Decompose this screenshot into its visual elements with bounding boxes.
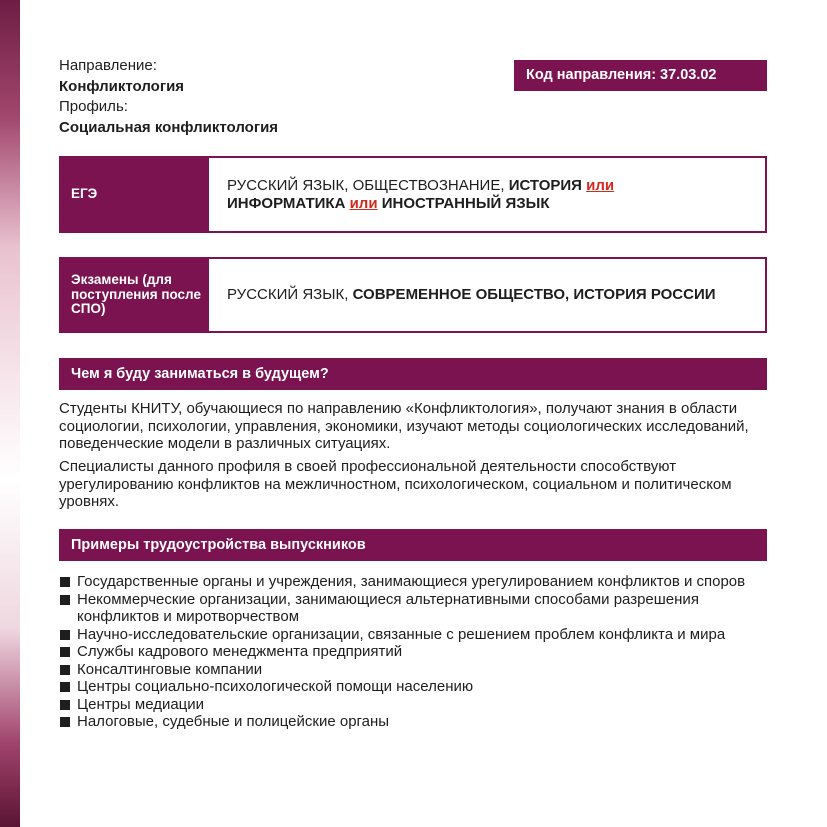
bullet-square-icon xyxy=(60,717,70,727)
employment-list xyxy=(59,573,767,731)
direction-code-badge: Код направления: 37.03.02 xyxy=(514,60,767,91)
ege-subjects-plain: РУССКИЙ ЯЗЫК, ОБЩЕСТВОЗНАНИЕ, xyxy=(227,176,509,194)
ege-requirements-box xyxy=(59,156,767,233)
list-item: Консалтинговые компании xyxy=(59,661,767,679)
bullet-square-icon xyxy=(60,682,70,692)
list-item: Центры социально-психологической помощи населению xyxy=(59,678,767,696)
bullet-square-icon xyxy=(60,647,70,657)
list-item: Государственные органы и учреждения, занимающиеся урегулированием конфликтов и споров xyxy=(59,573,767,591)
list-item: Научно-исследовательские организации, связанные с решением проблем конфликта и мира xyxy=(59,626,767,644)
future-section-title: Чем я буду заниматься в будущем? xyxy=(59,358,767,390)
direction-label: Направление: xyxy=(59,57,157,74)
employment-section-title: Примеры трудоустройства выпускников xyxy=(59,529,767,561)
ege-subject-informatics: ИНФОРМАТИКА xyxy=(227,194,346,212)
spo-subjects xyxy=(209,259,765,331)
list-item: Службы кадрового менеджмента предприятий xyxy=(59,643,767,661)
direction-value: Конфликтология xyxy=(59,77,185,95)
ege-or-word: или xyxy=(586,176,615,194)
spo-subjects-bold: СОВРЕМЕННОЕ ОБЩЕСТВО, ИСТОРИЯ РОССИИ xyxy=(352,286,716,303)
ege-subject-history: ИСТОРИЯ xyxy=(508,176,582,194)
bullet-square-icon xyxy=(60,595,70,605)
bullet-square-icon xyxy=(60,700,70,710)
future-paragraph: Специалисты данного профиля в своей профессиональной деятельности способствуют урегулированию конфликтов на межличностном, психологическом, социальном и политическом уровнях. xyxy=(59,458,732,510)
bullet-square-icon xyxy=(60,577,70,587)
ege-subject-foreign: ИНОСТРАННЫЙ ЯЗЫК xyxy=(381,194,550,212)
list-item: Некоммерческие организации, занимающиеся альтернативными способами разрешения конфликтов и миротворчеством xyxy=(59,591,767,626)
ege-or-word: или xyxy=(349,194,378,212)
profile-label: Профиль: xyxy=(59,98,128,115)
bullet-square-icon xyxy=(60,665,70,675)
spo-label: Экзамены (для поступления после СПО) xyxy=(61,259,209,331)
decorative-side-stripe xyxy=(0,0,20,827)
profile-info xyxy=(59,56,278,138)
ege-label: ЕГЭ xyxy=(61,158,209,231)
spo-exams-box xyxy=(59,257,767,333)
profile-value: Социальная конфликтология xyxy=(59,118,279,136)
bullet-square-icon xyxy=(60,630,70,640)
future-paragraph: Студенты КНИТУ, обучающиеся по направлению «Конфликтология», получают знания в области социологии, психологии, управления, экономики, изучают методы социологических исследований, поведенческие модели в различных ситуациях. xyxy=(59,400,749,452)
list-item: Центры медиации xyxy=(59,696,767,714)
list-item: Налоговые, судебные и полицейские органы xyxy=(59,713,767,731)
spo-subjects-plain: РУССКИЙ ЯЗЫК, xyxy=(227,286,353,303)
ege-subjects xyxy=(209,158,765,231)
